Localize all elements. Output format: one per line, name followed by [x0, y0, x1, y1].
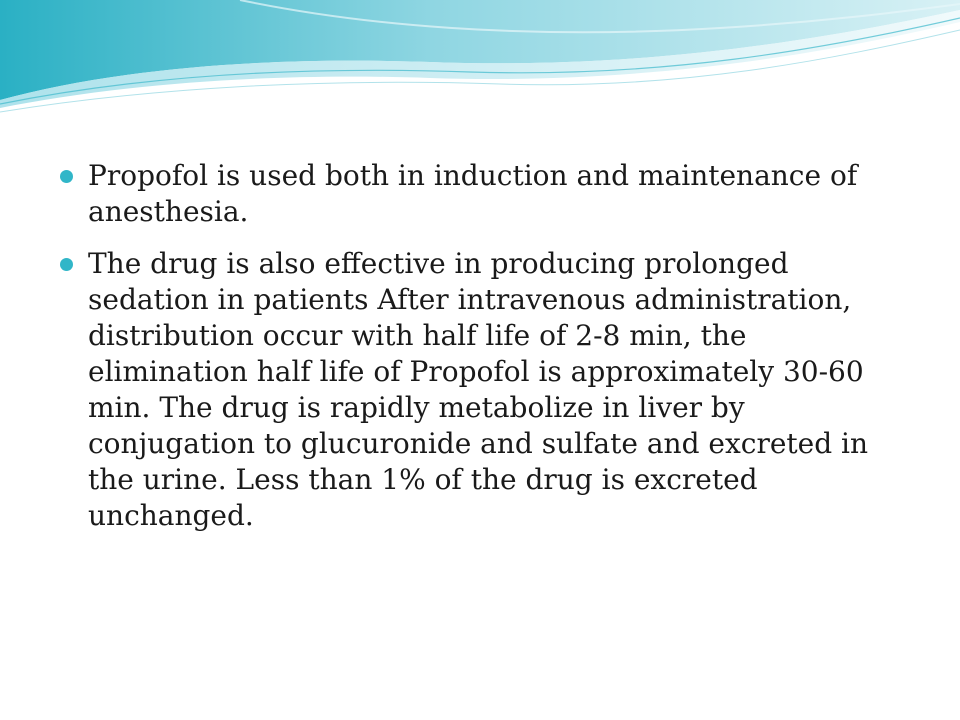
bullet-list: [60, 158, 920, 550]
bullet-dot-icon: [60, 170, 73, 183]
bullet-text: The drug is also effective in producing prolonged sedation in patients After intravenous administration, distribution occur with half life of 2-8 min, the elimination half life of Propofol is approximately 30-60 min. The drug is rapidly metabolize in liver by conjugation to glucuronide and sulfate and excreted in the urine. Less than 1% of the drug is excreted unchanged.: [88, 247, 869, 532]
bullet-text: Propofol is used both in induction and maintenance of anesthesia.: [88, 159, 858, 228]
header-wave-decoration: [0, 0, 960, 130]
bullet-item: [60, 158, 920, 230]
bullet-dot-icon: [60, 258, 73, 271]
bullet-item: [60, 246, 920, 534]
